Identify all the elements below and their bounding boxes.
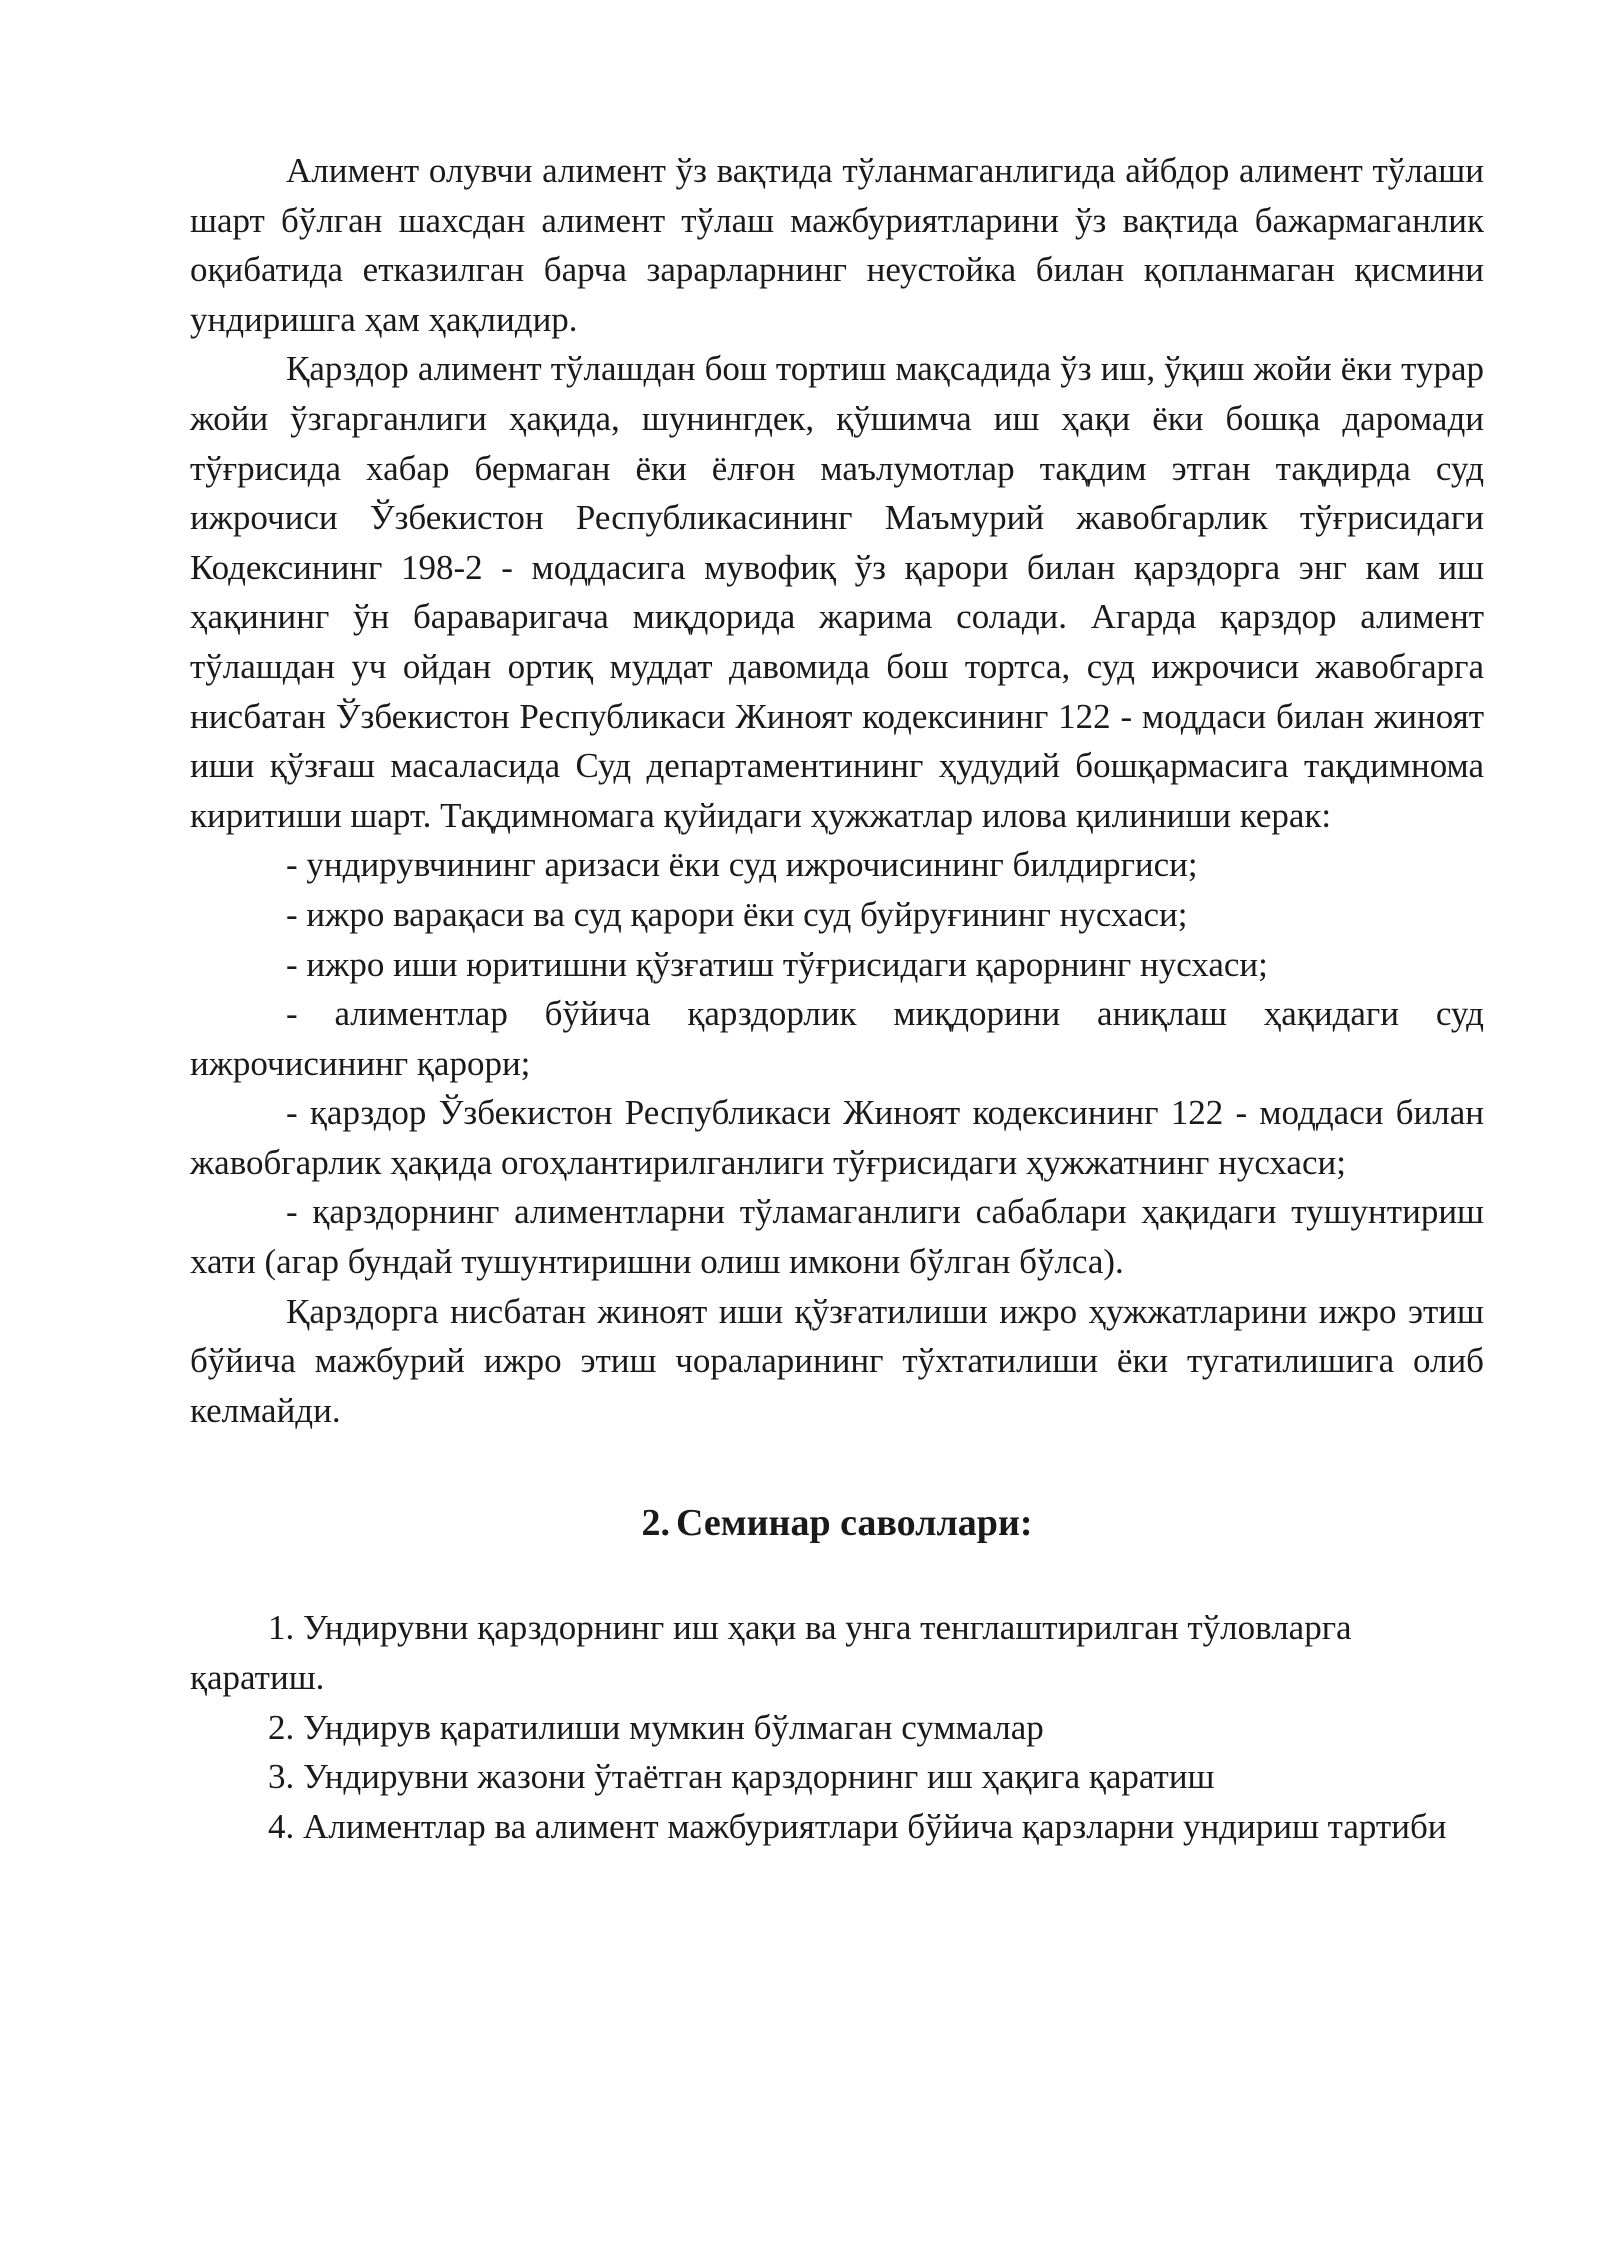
list-item: - ижро иши юритишни қўзғатиш тўғрисидаги қарорнинг нусхаси;	[286, 944, 1268, 984]
list-item: 2. Ундирув қаратилиши мумкин бўлмаган суммалар	[268, 1707, 1044, 1747]
section-title: Семинар саволлари:	[676, 1502, 1033, 1545]
list-item: - алиментлар бўйича қарздорлик миқдорини аниқлаш ҳақидаги суд ижрочисининг қарори;	[190, 994, 1484, 1083]
list-item: 4. Алиментлар ва алимент мажбуриятлари бўйича қарзларни ундириш тартиби	[268, 1806, 1447, 1846]
list-item: - ижро варақаси ва суд қарори ёки суд буйруғининг нусхаси;	[286, 894, 1188, 934]
list-item: - қарздорнинг алиментларни тўламаганлиги сабаблари ҳақидаги тушунтириш хати (агар бундай тушунтиришни олиш имкони бўлган бўлса).	[190, 1192, 1484, 1282]
list-item: 1. Ундирувни қарздорнинг иш ҳақи ва унга тенглаштирилган тўловларга қаратиш.	[190, 1608, 1352, 1698]
seminar-questions-list	[190, 1603, 1484, 1851]
list-item: - ундирувчининг аризаси ёки суд ижрочисининг билдиргиси;	[286, 845, 1198, 885]
paragraph-debtor-evasion: Қарздор алимент тўлашдан бош тортиш мақсадида ўз иш, ўқиш жойи ёки турар жойи ўзгарганлиги ҳақида, шунингдек, қўшимча иш ҳақи ёки бошқа даромади тўғрисида хабар бермаган ёки ёлғон маълумотлар тақдим этган тақдирда суд ижрочиси Ўзбекистон Республикасининг Маъмурий жавобгарлик тўғрисидаги Кодексининг 198-2 - моддасига мувофиқ ўз қарори билан қарздорга энг кам иш ҳақининг ўн бараваригача миқдорида жарима солади. Агарда қарздор алимент тўлашдан уч ойдан ортиқ муддат давомида бош тортса, суд ижрочиси жавобгарга нисбатан Ўзбекистон Республикаси Жиноят кодексининг 122 - моддаси билан жиноят иши қўзғаш масаласида Суд департаментининг ҳудудий бошқармасига тақдимнома киритиши шарт. Тақдимномага қуйидаги ҳужжатлар илова қилиниши керак:	[190, 349, 1484, 835]
document-page	[190, 146, 1484, 1851]
list-item: - қарздор Ўзбекистон Республикаси Жиноят кодексининг 122 - моддаси билан жавобгарлик ҳақида огоҳлантирилганлиги тўғрисидаги ҳужжатнинг нусхаси;	[190, 1093, 1484, 1182]
paragraph-alimony-damages: Алимент олувчи алимент ўз вақтида тўланмаганлигида айбдор алимент тўлаши шарт бўлган шахсдан алимент тўлаш мажбуриятларини ўз вақтида бажармаганлик оқибатида етказилган барча зарарларнинг неустойка билан қопланмаган қисмини ундиришга ҳам ҳақлидир.	[190, 151, 1484, 339]
section-number: 2.	[641, 1502, 670, 1545]
list-item: 3. Ундирувни жазони ўтаётган қарздорнинг иш ҳақига қаратиш	[268, 1757, 1215, 1797]
required-documents-list	[190, 840, 1484, 1286]
paragraph-criminal-case: Қарздорга нисбатан жиноят иши қўзғатилиши ижро ҳужжатларини ижро этиш бўйича мажбурий ижро этиш чораларининг тўхтатилиши ёки тугатилишига олиб келмайди.	[190, 1291, 1484, 1430]
section-heading	[190, 1495, 1484, 1551]
